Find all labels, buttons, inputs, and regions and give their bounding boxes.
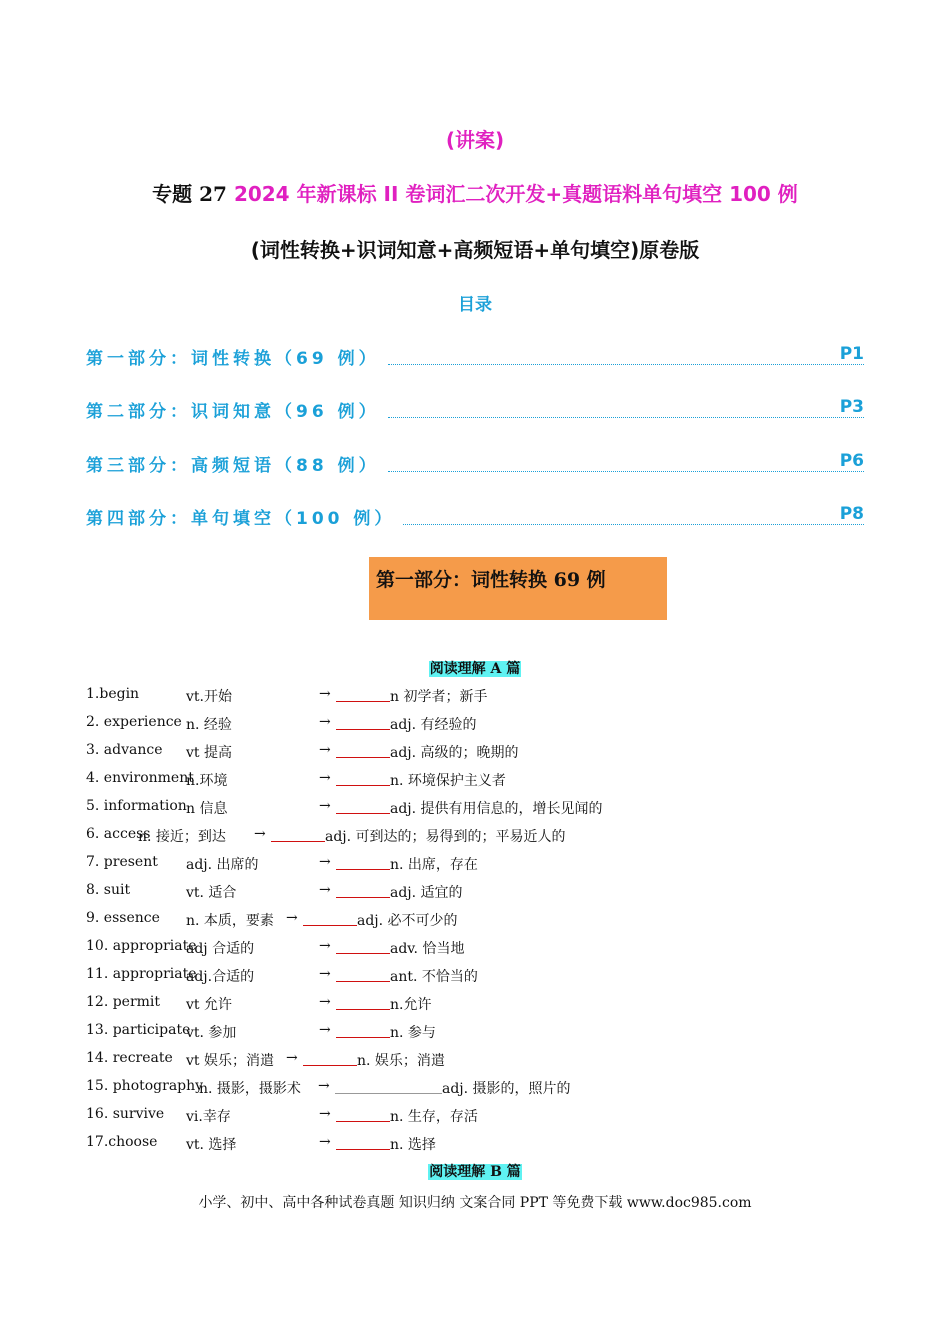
section-heading-box: [369, 557, 667, 620]
item-target: ant. 不恰当的: [390, 969, 478, 985]
item-target: adv. 恰当地: [390, 941, 465, 957]
item-word: 1.begin: [86, 686, 140, 702]
item-meaning: vi.幸存: [186, 1109, 231, 1125]
item-target: n. 生存，存活: [390, 1109, 478, 1125]
list-item: [86, 742, 706, 764]
toc-leader: [403, 524, 864, 525]
title-prefix: 专题 27: [152, 182, 234, 206]
arrow-icon: →: [319, 1022, 331, 1038]
toc-entry-label: 第二部分：识词知意（96 例）: [86, 402, 380, 422]
toc-heading: 目录: [458, 295, 492, 315]
list-item: [86, 1078, 706, 1100]
answer-blank[interactable]: [336, 701, 390, 702]
list-item: [86, 714, 706, 736]
item-meaning: vt 提高: [186, 745, 232, 761]
item-word: 11. appropriate: [86, 966, 197, 982]
item-word: 7. present: [86, 854, 158, 870]
arrow-icon: →: [319, 994, 331, 1010]
toc-leader: [388, 471, 864, 472]
list-item: [86, 686, 706, 708]
item-word: 15. photography: [86, 1078, 204, 1094]
item-word: 12. permit: [86, 994, 161, 1010]
item-target: n. 娱乐；消遣: [357, 1053, 445, 1069]
arrow-icon: →: [319, 714, 331, 730]
item-target: n. 出席，存在: [390, 857, 478, 873]
list-item: [86, 1134, 706, 1156]
item-meaning: vt.开始: [186, 689, 232, 705]
item-meaning: adj 合适的: [186, 941, 255, 957]
answer-blank[interactable]: [336, 757, 390, 758]
answer-blank[interactable]: [336, 785, 390, 786]
arrow-icon: →: [318, 1078, 330, 1094]
item-word: 3. advance: [86, 742, 163, 758]
item-target: adj. 提供有用信息的，增长见闻的: [390, 801, 603, 817]
list-item: [86, 798, 706, 820]
item-meaning: vt 娱乐；消遣: [186, 1053, 274, 1069]
item-meaning: adj.合适的: [186, 969, 255, 985]
list-item: [86, 854, 706, 876]
toc-leader: [388, 364, 864, 365]
lecture-tag: (讲案): [445, 128, 505, 152]
item-word: 10. appropriate: [86, 938, 197, 954]
item-target: adj. 高级的；晚期的: [390, 745, 519, 761]
reading-b-heading: [0, 1161, 950, 1181]
item-meaning: n. 摄影，摄影术: [199, 1081, 301, 1097]
item-meaning: n 信息: [186, 801, 228, 817]
answer-blank[interactable]: [336, 1009, 390, 1010]
item-word: 5. information: [86, 798, 187, 814]
answer-blank[interactable]: [336, 729, 390, 730]
answer-blank[interactable]: [336, 953, 390, 954]
toc-entry-4[interactable]: [86, 504, 864, 530]
item-meaning: n. 接近；到达: [138, 829, 226, 845]
list-item: [86, 994, 706, 1016]
item-word: 8. suit: [86, 882, 131, 898]
toc-entry-1[interactable]: [86, 344, 864, 370]
item-target: n. 参与: [390, 1025, 436, 1041]
arrow-icon: →: [319, 770, 331, 786]
answer-blank[interactable]: [271, 841, 325, 842]
item-word: 17.choose: [86, 1134, 158, 1150]
answer-blank[interactable]: [336, 1037, 390, 1038]
answer-blank[interactable]: [336, 869, 390, 870]
toc-entry-page: P6: [839, 451, 864, 471]
answer-blank[interactable]: [336, 1121, 390, 1122]
item-word: 16. survive: [86, 1106, 165, 1122]
item-meaning: n. 经验: [186, 717, 232, 733]
item-word: 13. participate: [86, 1022, 191, 1038]
list-item: [86, 1050, 706, 1072]
item-target: n. 环境保护主义者: [390, 773, 506, 789]
title-highlight: 2024 年新课标 II 卷词汇二次开发+真题语料单句填空 100 例: [233, 182, 798, 206]
item-word: 4. environment: [86, 770, 194, 786]
reading-b-label: 阅读理解 B 篇: [429, 1164, 521, 1180]
arrow-icon: →: [319, 938, 331, 954]
item-meaning: vt 允许: [186, 997, 232, 1013]
answer-blank[interactable]: [303, 925, 357, 926]
arrow-icon: →: [319, 798, 331, 814]
list-item: [86, 966, 706, 988]
item-word: 14. recreate: [86, 1050, 173, 1066]
list-item: [86, 826, 706, 848]
item-word: 6. access: [86, 826, 151, 842]
item-target: adj. 适宜的: [390, 885, 463, 901]
arrow-icon: →: [319, 1134, 331, 1150]
arrow-icon: →: [319, 686, 331, 702]
list-item: [86, 770, 706, 792]
arrow-icon: →: [286, 1050, 298, 1066]
toc-entry-page: P1: [839, 344, 864, 364]
item-target: n 初学者；新手: [390, 689, 488, 705]
item-target: n.允许: [390, 997, 432, 1013]
list-item: [86, 1106, 706, 1128]
arrow-icon: →: [254, 826, 266, 842]
list-item: [86, 910, 706, 932]
list-item: [86, 938, 706, 960]
arrow-icon: →: [319, 854, 331, 870]
item-meaning: vt. 参加: [186, 1025, 237, 1041]
item-meaning: adj. 出席的: [186, 857, 259, 873]
section-heading: 第一部分：词性转换 69 例: [376, 569, 606, 591]
item-meaning: vt. 选择: [186, 1137, 237, 1153]
item-word: 9. essence: [86, 910, 160, 926]
answer-blank[interactable]: [335, 1093, 442, 1094]
item-meaning: n.环境: [186, 773, 228, 789]
toc-entry-page: P3: [839, 397, 864, 417]
answer-blank[interactable]: [336, 813, 390, 814]
item-meaning: vt. 适合: [186, 885, 237, 901]
toc-entry-label: 第一部分：词性转换（69 例）: [86, 349, 380, 369]
arrow-icon: →: [319, 1106, 331, 1122]
item-word: 2. experience: [86, 714, 182, 730]
item-target: adj. 有经验的: [390, 717, 477, 733]
arrow-icon: →: [319, 966, 331, 982]
item-target: n. 选择: [390, 1137, 436, 1153]
arrow-icon: →: [286, 910, 298, 926]
toc-entry-label: 第四部分：单句填空（100 例）: [86, 509, 396, 529]
item-target: adj. 摄影的，照片的: [442, 1081, 571, 1097]
list-item: [86, 882, 706, 904]
item-target: adj. 可到达的；易得到的；平易近人的: [325, 829, 566, 845]
list-item: [86, 1022, 706, 1044]
toc-entry-2[interactable]: [86, 397, 864, 423]
answer-blank[interactable]: [336, 897, 390, 898]
page-title: [0, 178, 950, 207]
item-target: adj. 必不可少的: [357, 913, 458, 929]
toc-entry-page: P8: [839, 504, 864, 524]
arrow-icon: →: [319, 882, 331, 898]
toc-leader: [388, 417, 864, 418]
reading-a-label: 阅读理解 A 篇: [429, 661, 521, 677]
answer-blank[interactable]: [336, 981, 390, 982]
arrow-icon: →: [319, 742, 331, 758]
footer-text: 小学、初中、高中各种试卷真题 知识归纳 文案合同 PPT 等免费下载 www.doc985.com: [198, 1195, 752, 1211]
item-meaning: n. 本质，要素: [186, 913, 274, 929]
reading-a-heading: [0, 658, 950, 678]
toc-entry-label: 第三部分：高频短语（88 例）: [86, 456, 380, 476]
answer-blank[interactable]: [303, 1065, 357, 1066]
answer-blank[interactable]: [336, 1149, 390, 1150]
toc-entry-3[interactable]: [86, 451, 864, 477]
page-subtitle: (词性转换+识词知意+高频短语+单句填空)原卷版: [250, 238, 700, 262]
